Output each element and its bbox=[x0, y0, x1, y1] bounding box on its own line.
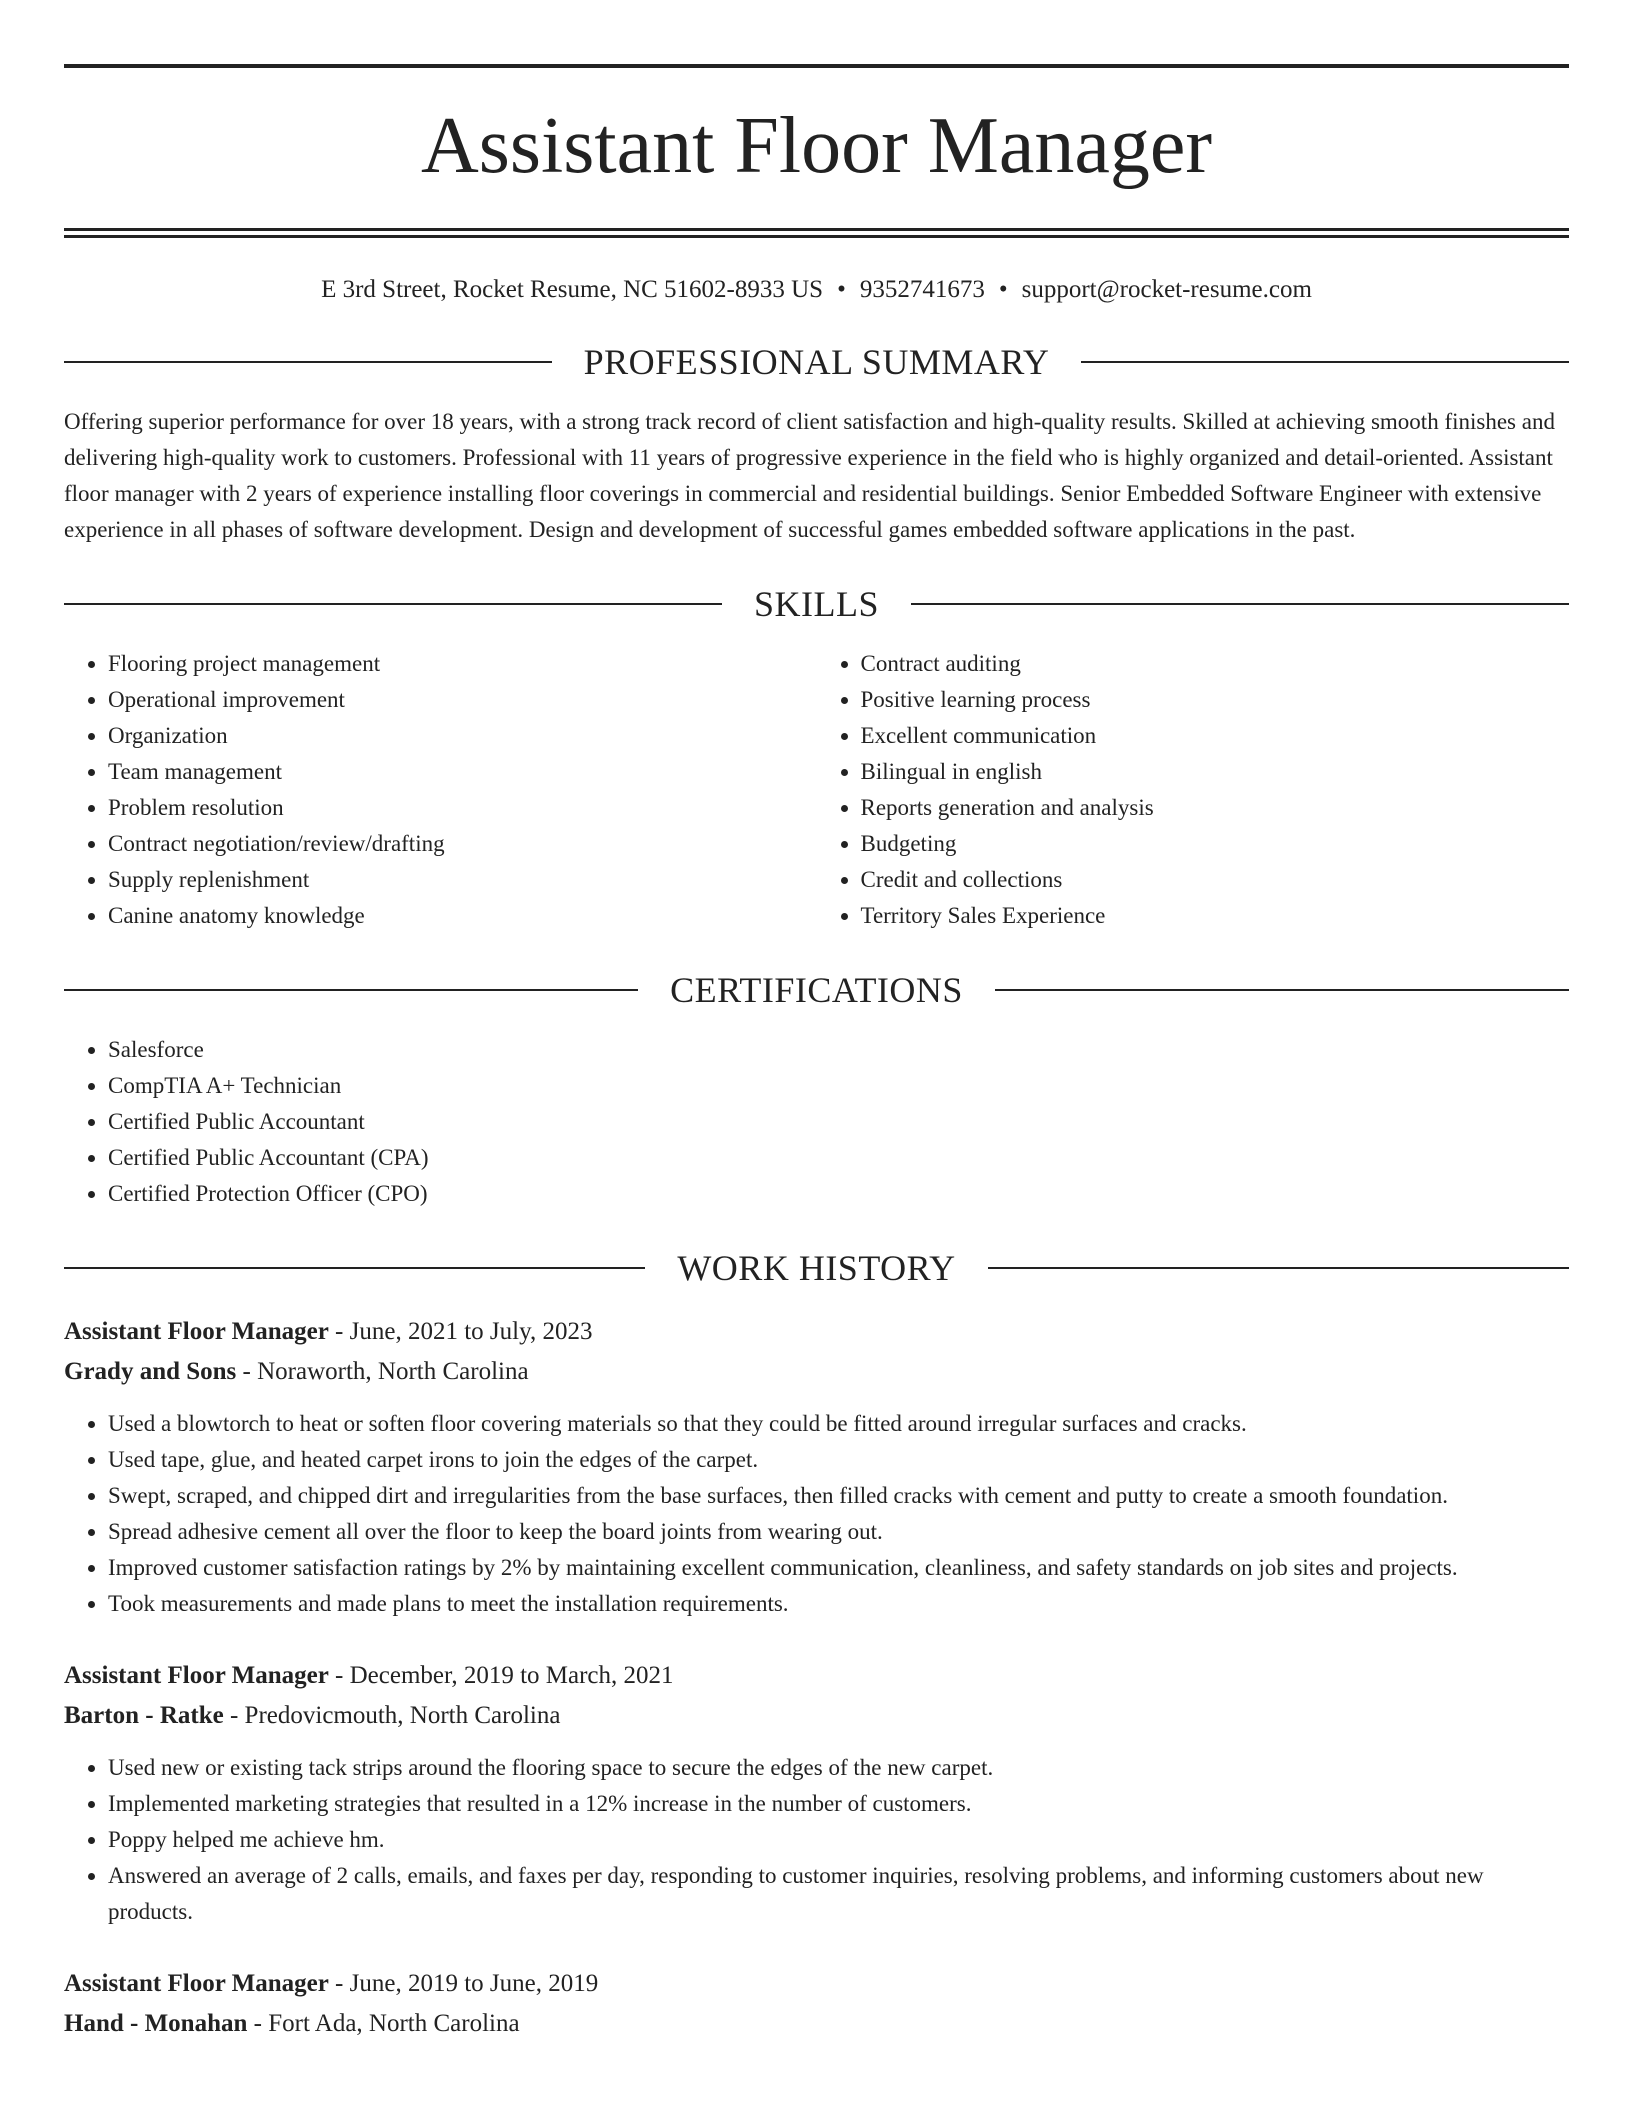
job-entry bbox=[64, 1964, 1569, 2044]
skill-item: • Supply replenishment bbox=[108, 862, 817, 898]
job-role: Assistant Floor Manager bbox=[64, 1970, 329, 1997]
section-rule-right bbox=[911, 603, 1569, 605]
job-bullets bbox=[64, 1750, 1569, 1930]
skill-item: • Budgeting bbox=[861, 826, 1570, 862]
skills-list-right bbox=[817, 646, 1570, 934]
job-dates: - June, 2021 to July, 2023 bbox=[328, 1318, 593, 1345]
skill-item: • Contract auditing bbox=[861, 646, 1570, 682]
section-rule-right bbox=[1081, 361, 1569, 363]
job-company-line bbox=[64, 1696, 1569, 1736]
contact-separator: • bbox=[998, 276, 1008, 303]
section-header-work bbox=[64, 1246, 1569, 1290]
job-bullet: • Used new or existing tack strips around the flooring space to secure the edges of the new carpet. bbox=[108, 1750, 1569, 1786]
job-location: - Noraworth, North Carolina bbox=[236, 1358, 529, 1385]
job-bullets bbox=[64, 1406, 1569, 1622]
certification-item: • Certified Public Accountant bbox=[108, 1104, 1569, 1140]
section-rule-left bbox=[64, 1267, 645, 1269]
job-company-line bbox=[64, 2004, 1569, 2044]
skill-item: • Positive learning process bbox=[861, 682, 1570, 718]
certifications-list bbox=[64, 1032, 1569, 1212]
skill-item: • Flooring project management bbox=[108, 646, 817, 682]
certification-item: • Certified Protection Officer (CPO) bbox=[108, 1176, 1569, 1212]
summary-text: Offering superior performance for over 18 years, with a strong track record of client satisfaction and high-quality results. Skilled at achieving smooth finishes and delivering high-quality work to customers. Professional with 11 years of progressive experience in the field who is highly organized and detail-oriented. Assistant floor manager with 2 years of experience installing floor coverings in commercial and residential buildings. Senior Embedded Software Engineer with extensive experience in all phases of software development. Design and development of successful games embedded software applications in the past. bbox=[64, 409, 1555, 542]
skill-item: • Operational improvement bbox=[108, 682, 817, 718]
section-header-certifications bbox=[64, 968, 1569, 1012]
job-title-line bbox=[64, 1312, 1569, 1352]
job-title-line bbox=[64, 1656, 1569, 1696]
skill-item: • Organization bbox=[108, 718, 817, 754]
job-bullet: • Poppy helped me achieve hm. bbox=[108, 1822, 1569, 1858]
skill-item: • Bilingual in english bbox=[861, 754, 1570, 790]
certification-item: • Certified Public Accountant (CPA) bbox=[108, 1140, 1569, 1176]
job-bullet: • Answered an average of 2 calls, emails, and faxes per day, responding to customer inquiries, resolving problems, and informing customers about new products. bbox=[108, 1858, 1569, 1930]
certification-item: • Salesforce bbox=[108, 1032, 1569, 1068]
job-company: Hand - Monahan bbox=[64, 2010, 248, 2037]
top-rule bbox=[64, 64, 1569, 68]
section-rule-right bbox=[988, 1267, 1569, 1269]
contact-phone: 9352741673 bbox=[859, 276, 985, 303]
section-title-certifications: CERTIFICATIONS bbox=[670, 970, 963, 1010]
job-location: - Predovicmouth, North Carolina bbox=[223, 1702, 561, 1729]
contact-address: E 3rd Street, Rocket Resume, NC 51602-8933 US bbox=[321, 276, 824, 303]
skill-item: • Excellent communication bbox=[861, 718, 1570, 754]
section-rule-left bbox=[64, 361, 552, 363]
section-title-skills: SKILLS bbox=[754, 584, 880, 624]
skill-item: • Credit and collections bbox=[861, 862, 1570, 898]
resume-title: Assistant Floor Manager bbox=[420, 102, 1212, 190]
section-rule-left bbox=[64, 603, 722, 605]
contact-separator: • bbox=[837, 276, 846, 303]
title-double-rule bbox=[64, 228, 1569, 238]
contact-email: support@rocket-resume.com bbox=[1021, 276, 1312, 303]
job-dates: - June, 2019 to June, 2019 bbox=[328, 1970, 599, 1997]
job-bullet: • Took measurements and made plans to meet the installation requirements. bbox=[108, 1586, 1569, 1622]
job-bullet: • Improved customer satisfaction ratings by 2% by maintaining excellent communication, cleanliness, and safety standards on job sites and projects. bbox=[108, 1550, 1569, 1586]
skill-item: • Territory Sales Experience bbox=[861, 898, 1570, 934]
job-role: Assistant Floor Manager bbox=[64, 1662, 329, 1689]
job-company-line bbox=[64, 1352, 1569, 1392]
section-title-summary: PROFESSIONAL SUMMARY bbox=[583, 342, 1050, 382]
section-header-skills bbox=[64, 582, 1569, 626]
contact-line bbox=[64, 274, 1569, 306]
job-bullet: • Used a blowtorch to heat or soften floor covering materials so that they could be fitted around irregular surfaces and cracks. bbox=[108, 1406, 1569, 1442]
job-dates: - December, 2019 to March, 2021 bbox=[328, 1662, 674, 1689]
section-title-work: WORK HISTORY bbox=[677, 1248, 956, 1288]
job-entry bbox=[64, 1656, 1569, 1930]
job-company: Grady and Sons bbox=[64, 1358, 237, 1385]
job-bullet: • Implemented marketing strategies that resulted in a 12% increase in the number of customers. bbox=[108, 1786, 1569, 1822]
certification-item: • CompTIA A+ Technician bbox=[108, 1068, 1569, 1104]
skill-item: • Problem resolution bbox=[108, 790, 817, 826]
job-location: - Fort Ada, North Carolina bbox=[247, 2010, 520, 2037]
job-role: Assistant Floor Manager bbox=[64, 1318, 329, 1345]
skills-columns bbox=[64, 646, 1569, 934]
skills-list-left bbox=[64, 646, 817, 934]
skill-item: • Contract negotiation/review/drafting bbox=[108, 826, 817, 862]
job-bullet: • Swept, scraped, and chipped dirt and irregularities from the base surfaces, then filled cracks with cement and putty to create a smooth foundation. bbox=[108, 1478, 1569, 1514]
job-company: Barton - Ratke bbox=[64, 1702, 224, 1729]
job-bullet: • Spread adhesive cement all over the floor to keep the board joints from wearing out. bbox=[108, 1514, 1569, 1550]
section-header-summary bbox=[64, 340, 1569, 384]
section-rule-right bbox=[995, 989, 1569, 991]
job-entry bbox=[64, 1312, 1569, 1622]
job-title-line bbox=[64, 1964, 1569, 2004]
job-bullet: • Used tape, glue, and heated carpet irons to join the edges of the carpet. bbox=[108, 1442, 1569, 1478]
section-rule-left bbox=[64, 989, 638, 991]
skill-item: • Team management bbox=[108, 754, 817, 790]
resume-page bbox=[64, 64, 1569, 2044]
skill-item: • Canine anatomy knowledge bbox=[108, 898, 817, 934]
skill-item: • Reports generation and analysis bbox=[861, 790, 1570, 826]
